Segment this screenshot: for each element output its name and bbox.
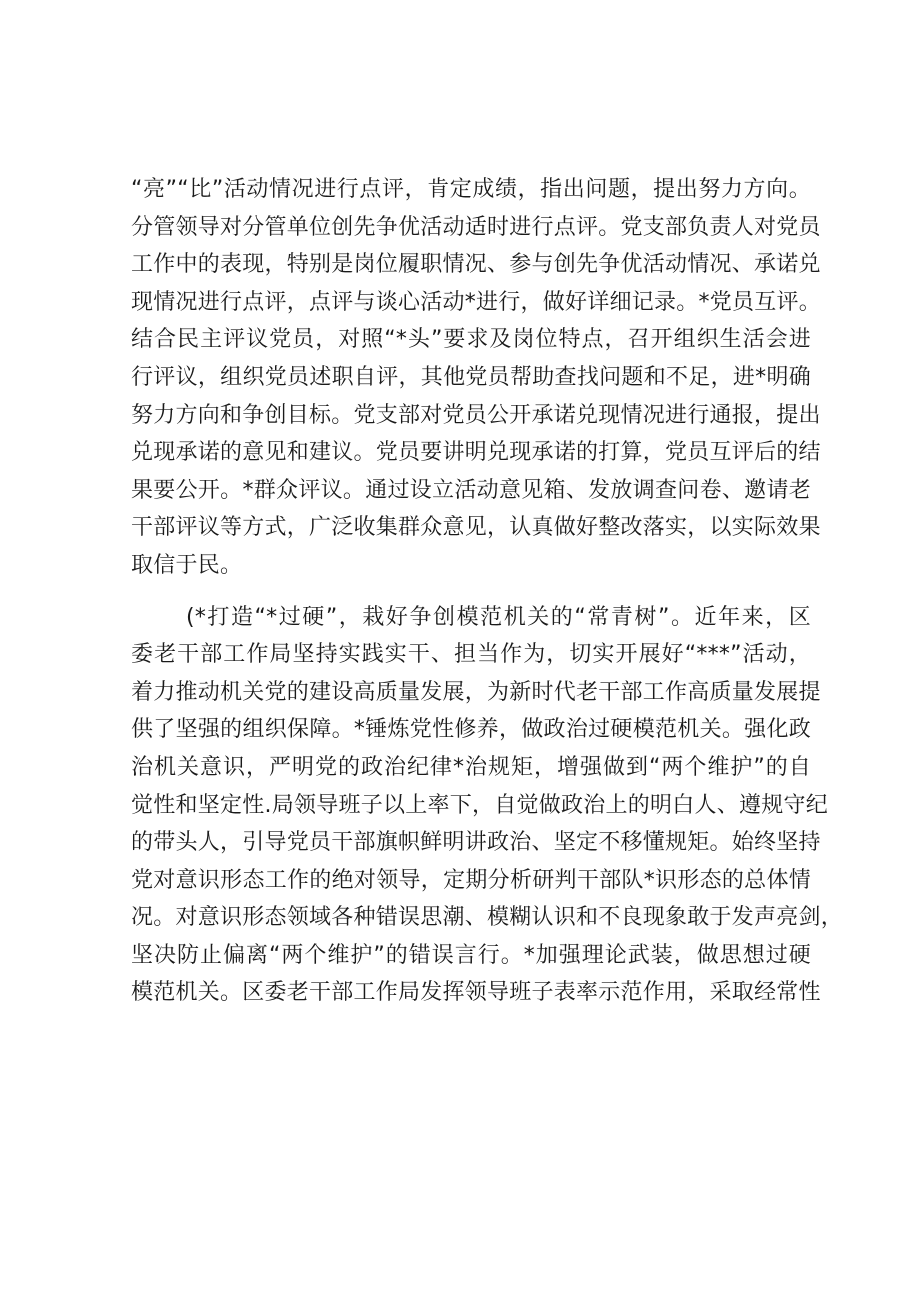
text-line: 模范机关。区委老干部工作局发挥领导班子表率示范作用，采取经常性 bbox=[131, 980, 821, 1006]
text-line: 兑现承诺的意见和建议。党员要讲明兑现承诺的打算，党员互评后的结 bbox=[131, 440, 821, 466]
text-line: 取信于民。 bbox=[131, 552, 243, 578]
text-line: 努力方向和争创目标。党支部对党员公开承诺兑现情况进行通报，提出 bbox=[131, 402, 821, 428]
text-line: 供了坚强的组织保障。*锤炼党性修养，做政治过硬模范机关。强化政 bbox=[131, 717, 811, 743]
text-line: 工作中的表现，特别是岗位履职情况、参与创先争优活动情况、承诺兑 bbox=[131, 252, 821, 278]
text-line: 结合民主评议党员，对照“*头”要求及岗位特点，召开组织生活会进 bbox=[131, 327, 811, 353]
paragraph-1 bbox=[131, 171, 822, 585]
paragraph-2 bbox=[131, 599, 844, 1013]
text-line: 分管领导对分管单位创先争优活动适时进行点评。党支部负责人对党员 bbox=[131, 214, 821, 240]
text-line: “亮”“比”活动情况进行点评，肯定成绩，指出问题，提出努力方向。 bbox=[131, 177, 811, 202]
text-line: 行评议，组织党员述职自评，其他党员帮助查找问题和不足，进*明确 bbox=[131, 364, 811, 390]
text-line: 干部评议等方式，广泛收集群众意见，认真做好整改落实，以实际效果 bbox=[131, 515, 821, 541]
text-line: 果要公开。*群众评议。通过设立活动意见箱、发放调查问卷、邀请老 bbox=[131, 477, 811, 503]
text-line: 党对意识形态工作的绝对领导，定期分析研判干部队*识形态的总体情 bbox=[131, 867, 811, 893]
text-line: 治机关意识，严明党的政治纪律*治规矩，增强做到“两个维护”的自 bbox=[131, 754, 811, 780]
paragraph-gap bbox=[131, 585, 811, 599]
text-line: 坚决防止偏离“两个维护”的错误言行。*加强理论武装，做思想过硬 bbox=[131, 942, 811, 968]
text-line: 着力推动机关党的建设高质量发展，为新时代老干部工作高质量发展提 bbox=[131, 679, 821, 705]
text-line: (*打造“*过硬”，栽好争创模范机关的“常青树”。近年来，区 bbox=[186, 604, 811, 630]
document-body bbox=[131, 171, 844, 1012]
text-line: 委老干部工作局坚持实践实干、担当作为，切实开展好“***”活动， bbox=[131, 642, 811, 668]
text-line: 的带头人，引导党员干部旗帜鲜明讲政治、坚定不移懂规矩。始终坚持 bbox=[131, 830, 821, 856]
text-line: 现情况进行点评，点评与谈心活动*进行，做好详细记录。*党员互评。 bbox=[131, 289, 822, 315]
text-line: 况。对意识形态领域各种错误思潮、模糊认识和不良现象敢于发声亮剑， bbox=[131, 905, 844, 931]
text-line: 觉性和坚定性.局领导班子以上率下，自觉做政治上的明白人、遵规守纪 bbox=[131, 792, 828, 818]
